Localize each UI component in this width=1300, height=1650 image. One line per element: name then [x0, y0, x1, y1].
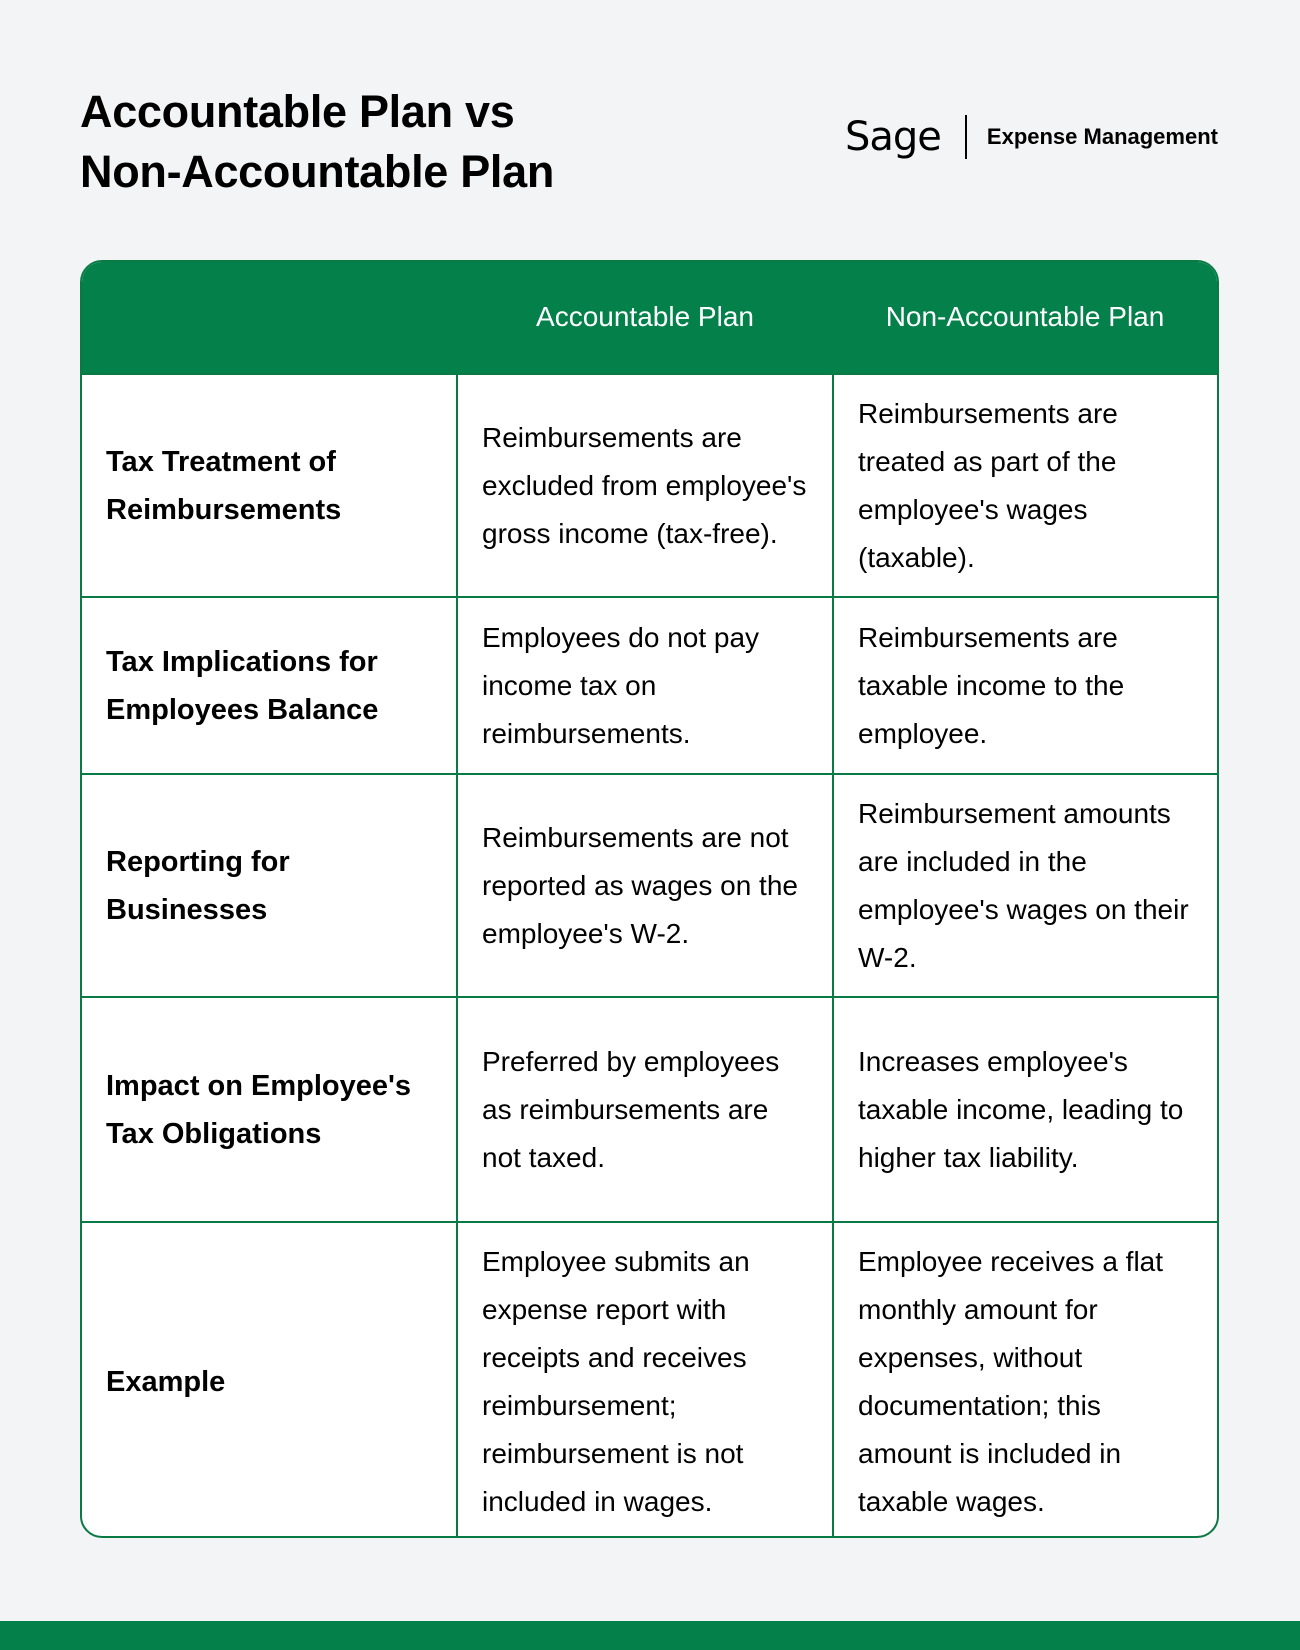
brand-divider — [965, 115, 967, 159]
accountable-cell: Preferred by employees as reimbursements are not taxed. — [457, 997, 833, 1222]
accountable-cell: Reimbursements are excluded from employee's gross income (tax-free). — [457, 374, 833, 597]
table-row — [82, 774, 1217, 997]
non-accountable-cell: Increases employee's taxable income, leading to higher tax liability. — [833, 997, 1217, 1222]
title-line-2: Non-Accountable Plan — [80, 146, 555, 197]
accountable-cell: Employee submits an expense report with receipts and receives reimbursement; reimbursement is not included in wages. — [457, 1222, 833, 1538]
brand-header — [845, 112, 1218, 162]
header-empty — [82, 262, 457, 374]
table-header-row — [82, 262, 1217, 374]
accountable-cell: Reimbursements are not reported as wages on the employee's W-2. — [457, 774, 833, 997]
non-accountable-cell: Employee receives a flat monthly amount for expenses, without documentation; this amount is included in taxable wages. — [833, 1222, 1217, 1538]
product-name: Expense Management — [986, 124, 1218, 149]
row-label: Tax Implications for Employees Balance — [82, 597, 457, 774]
row-label: Reporting for Businesses — [82, 774, 457, 997]
non-accountable-cell: Reimbursement amounts are included in the employee's wages on their W-2. — [833, 774, 1217, 997]
row-label: Impact on Employee's Tax Obligations — [82, 997, 457, 1222]
row-label: Example — [82, 1222, 457, 1538]
non-accountable-cell: Reimbursements are treated as part of the employee's wages (taxable). — [833, 374, 1217, 597]
row-label: Tax Treatment of Reimbursements — [82, 374, 457, 597]
table-row — [82, 597, 1217, 774]
header-accountable-plan: Accountable Plan — [536, 301, 754, 332]
title-line-1: Accountable Plan vs — [80, 86, 515, 137]
sage-logo: Sage — [845, 114, 941, 160]
table-row — [82, 374, 1217, 597]
accountable-cell: Employees do not pay income tax on reimbursements. — [457, 597, 833, 774]
header-non-accountable-plan: Non-Accountable Plan — [885, 301, 1165, 332]
non-accountable-cell: Reimbursements are taxable income to the employee. — [833, 597, 1217, 774]
table-row — [82, 997, 1217, 1222]
table-row — [82, 1222, 1217, 1538]
comparison-table — [80, 260, 1219, 1538]
footer-bar — [0, 1621, 1300, 1650]
page-title — [80, 82, 554, 202]
